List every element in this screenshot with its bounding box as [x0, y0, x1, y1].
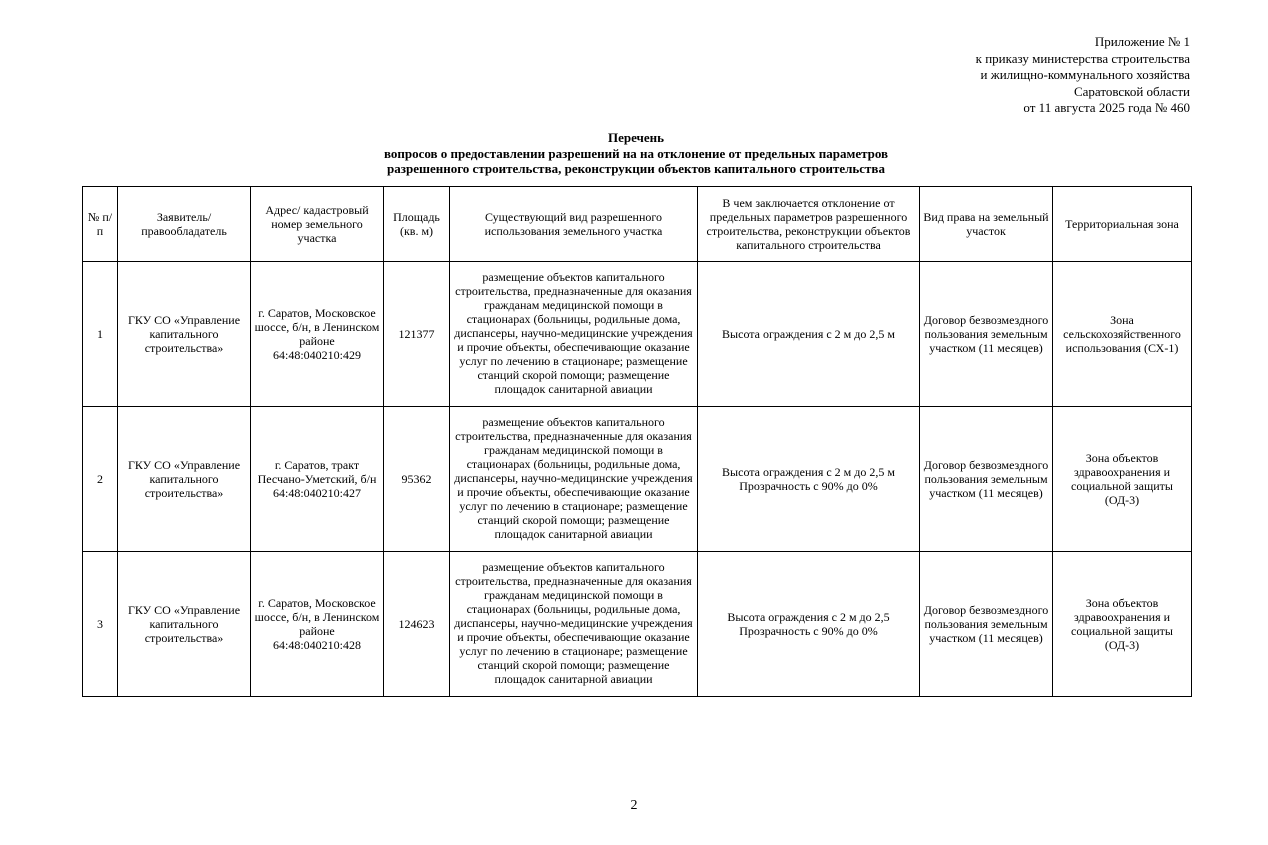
page-number: 2 — [630, 798, 638, 813]
document-title — [240, 130, 1032, 177]
appendix-line: от 11 августа 2025 года № 460 — [1023, 100, 1190, 115]
title-line: вопросов о предоставлении разрешений на на отклонение от предельных параметров — [383, 145, 889, 161]
cell-number: 2 — [83, 407, 118, 552]
table-row — [83, 407, 1192, 552]
cell-deviation: Высота ограждения с 2 м до 2,5 м Прозрачность с 90% до 0% — [698, 407, 920, 552]
title-line: Перечень — [607, 130, 665, 145]
cell-use: размещение объектов капитального строительства, предназначенные для оказания гражданам медицинской помощи в стационарах (больницы, родильные дома, диспансеры, научно-медицинские учреждения и прочие объекты, обеспечивающие оказание услуг по лечению в стационаре; размещение станций скорой помощи; размещение площадок санитарной авиации — [450, 262, 698, 407]
header-number: № п/п — [83, 187, 118, 262]
cell-right: Договор безвозмездного пользования земельным участком (11 месяцев) — [920, 552, 1053, 697]
cell-deviation: Высота ограждения с 2 м до 2,5 Прозрачность с 90% до 0% — [698, 552, 920, 697]
cell-address: г. Саратов, тракт Песчано-Уметский, б/н 64:48:040210:427 — [251, 407, 384, 552]
title-line: разрешенного строительства, реконструкции объектов капитального строительства — [387, 161, 885, 176]
appendix-block — [830, 34, 1190, 117]
appendix-line: Саратовской области — [1073, 83, 1190, 99]
cell-area: 124623 — [384, 552, 450, 697]
cell-right: Договор безвозмездного пользования земельным участком (11 месяцев) — [920, 262, 1053, 407]
cell-deviation: Высота ограждения с 2 м до 2,5 м — [698, 262, 920, 407]
cell-applicant: ГКУ СО «Управление капитального строительства» — [118, 407, 251, 552]
cell-area: 95362 — [384, 407, 450, 552]
cell-area: 121377 — [384, 262, 450, 407]
cell-applicant: ГКУ СО «Управление капитального строительства» — [118, 262, 251, 407]
cell-zone: Зона объектов здравоохранения и социальной защиты (ОД-3) — [1053, 552, 1192, 697]
table-row — [83, 552, 1192, 697]
cell-use: размещение объектов капитального строительства, предназначенные для оказания гражданам медицинской помощи в стационарах (больницы, родильные дома, диспансеры, научно-медицинские учреждения и прочие объекты, обеспечивающие оказание услуг по лечению в стационаре; размещение станций скорой помощи; размещение площадок санитарной авиации — [450, 407, 698, 552]
cell-address: г. Саратов, Московское шоссе, б/н, в Ленинском районе 64:48:040210:428 — [251, 552, 384, 697]
appendix-line: к приказу министерства строительства — [975, 50, 1190, 66]
table-row — [83, 262, 1192, 407]
header-use: Существующий вид разрешенного использования земельного участка — [450, 187, 698, 262]
cell-zone: Зона объектов здравоохранения и социальной защиты (ОД-3) — [1053, 407, 1192, 552]
appendix-line: Приложение № 1 — [1094, 34, 1190, 49]
cell-address: г. Саратов, Московское шоссе, б/н, в Ленинском районе 64:48:040210:429 — [251, 262, 384, 407]
header-deviation: В чем заключается отклонение от предельных параметров разрешенного строительства, реконструкции объектов капитального строительства — [698, 187, 920, 262]
header-area: Площадь (кв. м) — [384, 187, 450, 262]
table-header-row — [83, 187, 1192, 262]
header-applicant: Заявитель/ правообладатель — [118, 187, 251, 262]
cell-use: размещение объектов капитального строительства, предназначенные для оказания гражданам медицинской помощи в стационарах (больницы, родильные дома, диспансеры, научно-медицинские учреждения и прочие объекты, обеспечивающие оказание услуг по лечению в стационаре; размещение станций скорой помощи; размещение площадок санитарной авиации — [450, 552, 698, 697]
cell-number: 3 — [83, 552, 118, 697]
header-zone: Территориальная зона — [1053, 187, 1192, 262]
cell-right: Договор безвозмездного пользования земельным участком (11 месяцев) — [920, 407, 1053, 552]
header-right: Вид права на земельный участок — [920, 187, 1053, 262]
cell-zone: Зона сельскохозяйственного использования (СХ-1) — [1053, 262, 1192, 407]
appendix-line: и жилищно-коммунального хозяйства — [980, 67, 1190, 82]
cell-number: 1 — [83, 262, 118, 407]
cell-applicant: ГКУ СО «Управление капитального строительства» — [118, 552, 251, 697]
header-address: Адрес/ кадастровый номер земельного участка — [251, 187, 384, 262]
permits-table — [82, 186, 1192, 697]
